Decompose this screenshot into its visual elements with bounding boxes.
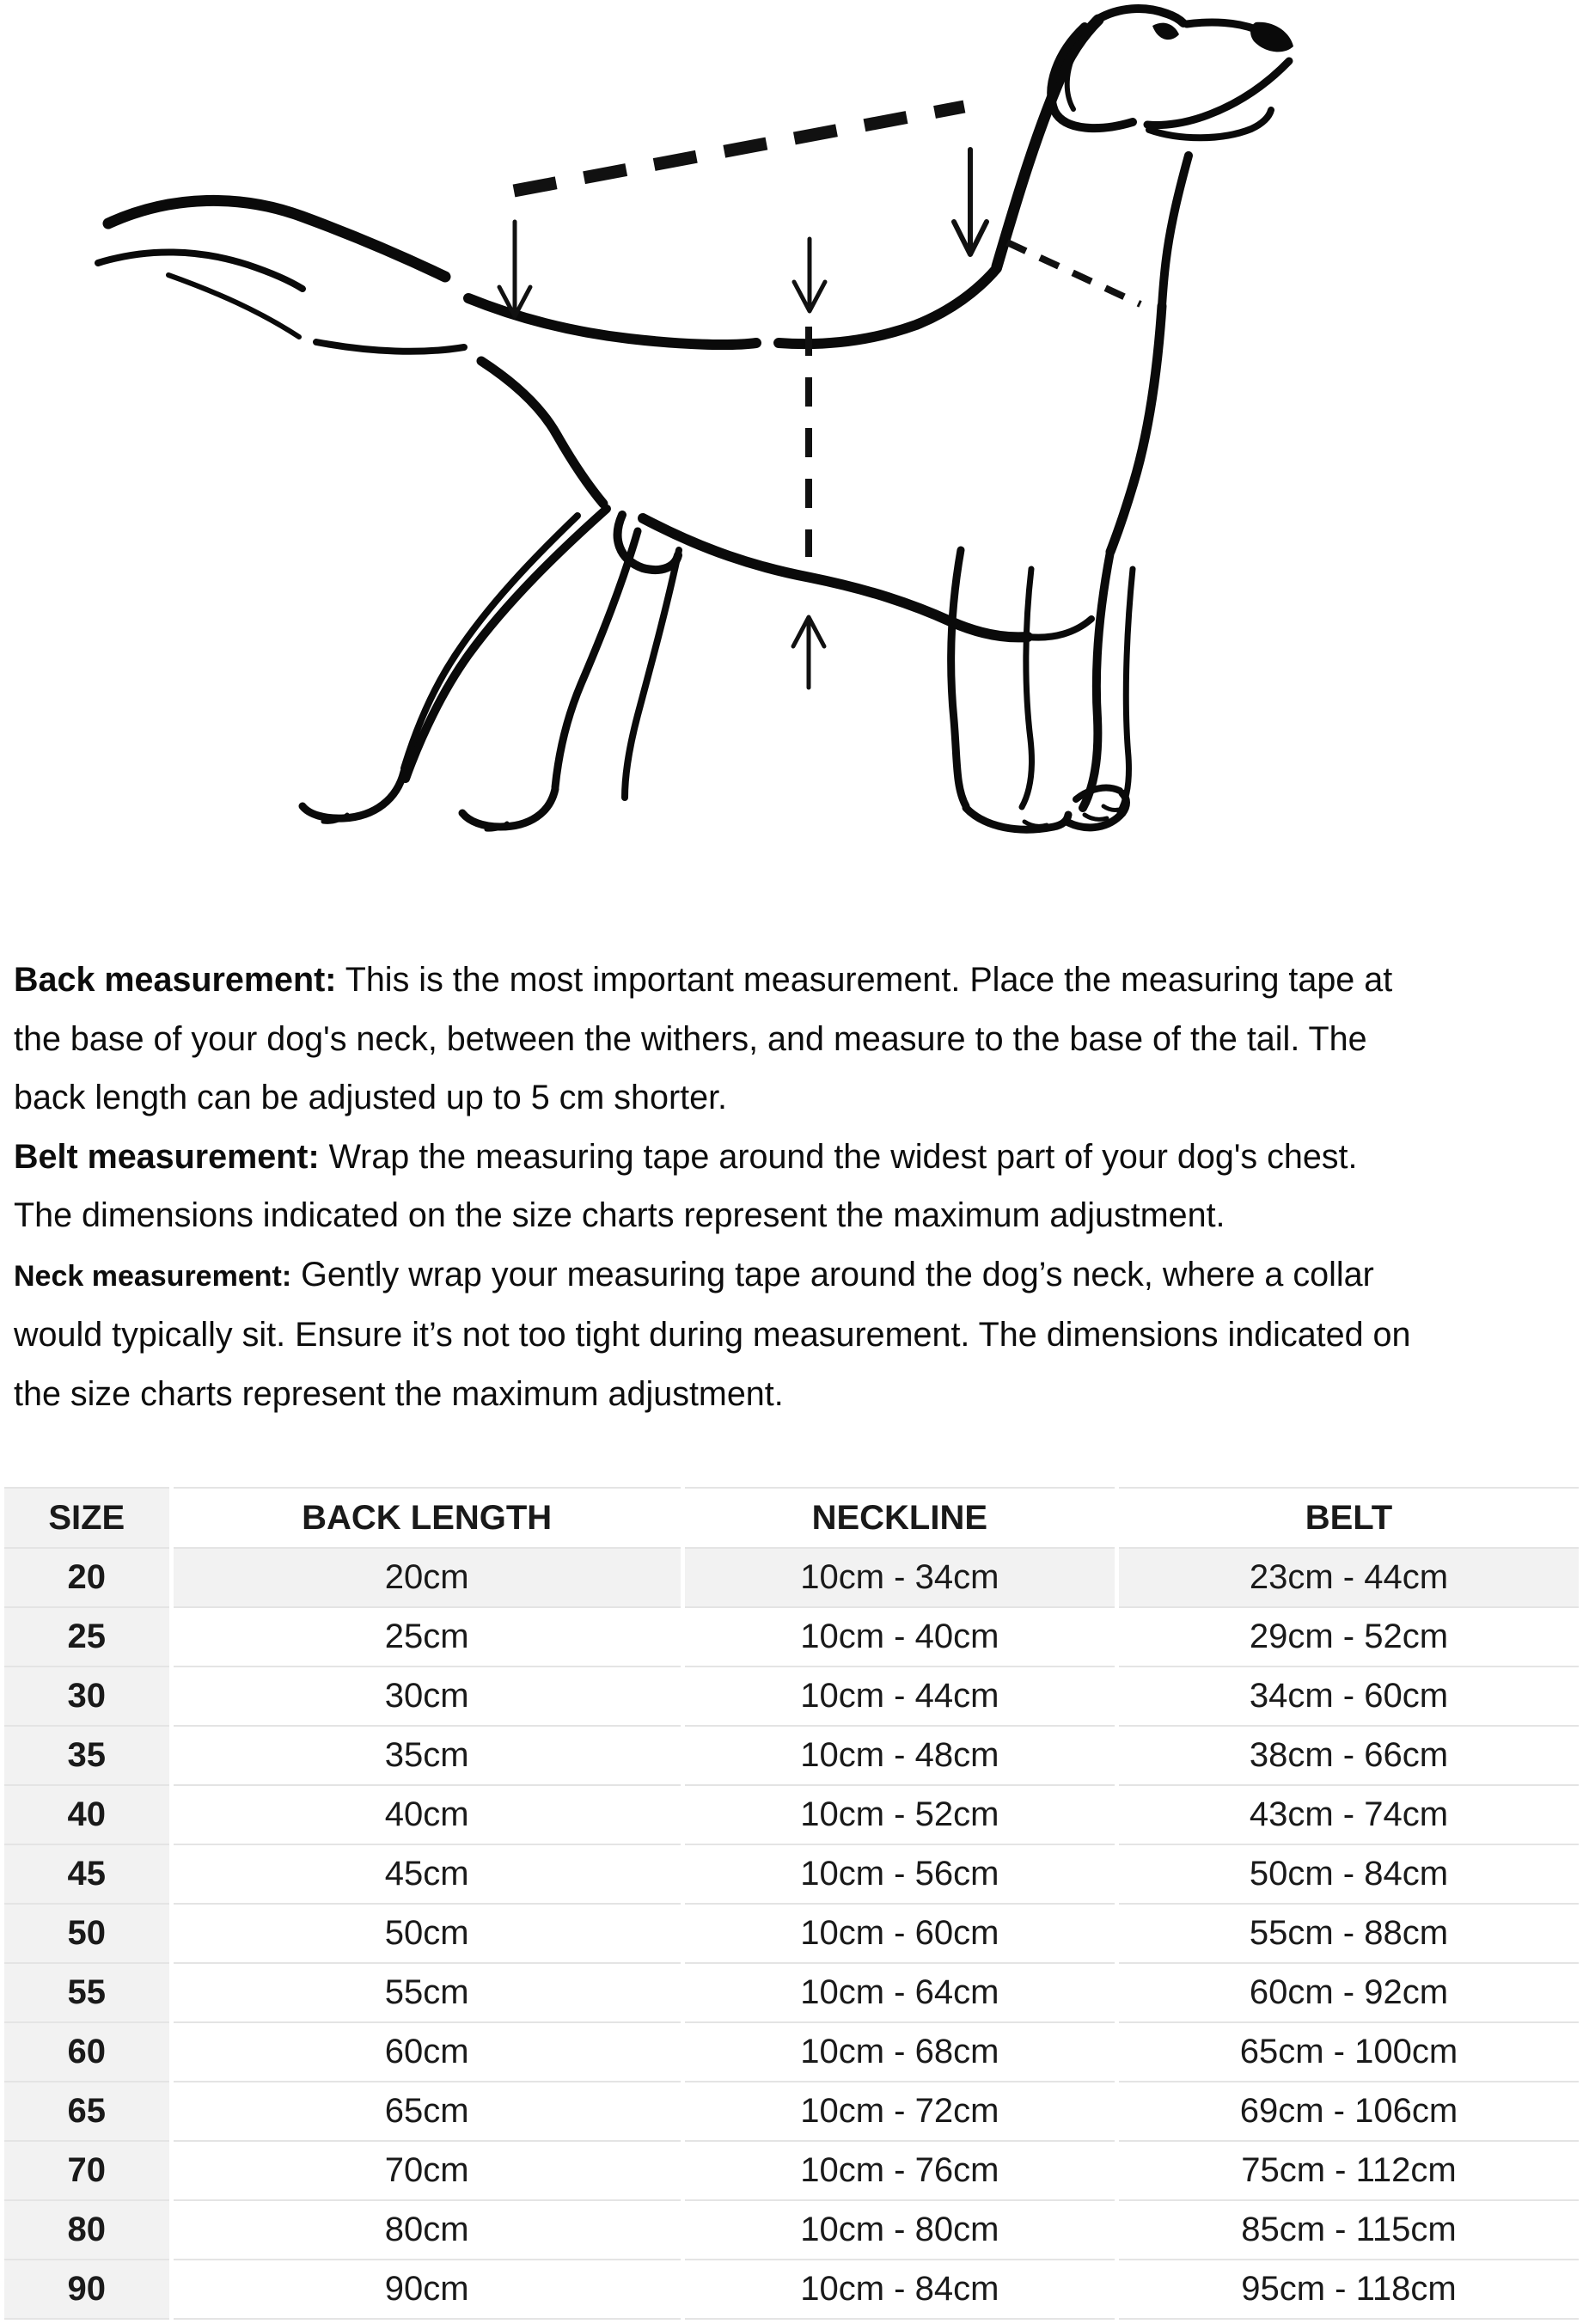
back-length-cell: 55cm: [171, 1963, 682, 2022]
neck-measurement-dashed-line: [1007, 242, 1140, 304]
belt-cell: 60cm - 92cm: [1116, 1963, 1580, 2022]
size-cell: 30: [3, 1667, 172, 1726]
size-cell: 20: [3, 1548, 172, 1607]
table-row: [3, 2200, 1581, 2260]
size-cell: 50: [3, 1904, 172, 1963]
belt-cell: 38cm - 66cm: [1116, 1726, 1580, 1785]
back-length-cell: 30cm: [171, 1667, 682, 1726]
size-chart-header-row: [3, 1488, 1581, 1548]
neckline-cell: 10cm - 64cm: [682, 1963, 1116, 2022]
back-length-cell: 20cm: [171, 1548, 682, 1607]
neckline-cell: 10cm - 40cm: [682, 1607, 1116, 1667]
belt-cell: 50cm - 84cm: [1116, 1844, 1580, 1904]
back-arrow-withers-icon: [954, 150, 987, 254]
neckline-cell: 10cm - 60cm: [682, 1904, 1116, 1963]
belt-cell: 23cm - 44cm: [1116, 1548, 1580, 1607]
back-measurement-dashed-line: [514, 107, 964, 191]
size-cell: 35: [3, 1726, 172, 1785]
dog-eye: [1152, 23, 1179, 40]
neck-measurement-text-line-2: would typically sit. Ensure it’s not too tight during measurement. The dimensions indicated on: [14, 1316, 1411, 1354]
neckline-cell: 10cm - 80cm: [682, 2200, 1116, 2260]
belt-cell: 29cm - 52cm: [1116, 1607, 1580, 1667]
belt-measurement-label: Belt measurement:: [14, 1137, 320, 1176]
back-arrow-middle-icon: [794, 239, 825, 311]
back-length-cell: 50cm: [171, 1904, 682, 1963]
back-length-cell: 40cm: [171, 1785, 682, 1844]
neckline-cell: 10cm - 48cm: [682, 1726, 1116, 1785]
table-row: [3, 1904, 1581, 1963]
back-length-cell: 25cm: [171, 1607, 682, 1667]
table-row: [3, 2141, 1581, 2200]
belt-cell: 85cm - 115cm: [1116, 2200, 1580, 2260]
back-length-cell: 70cm: [171, 2141, 682, 2200]
back-measurement-text-line-3: back length can be adjusted up to 5 cm shorter.: [14, 1079, 728, 1116]
dog-measurement-figure: [0, 0, 1583, 945]
neckline-cell: 10cm - 34cm: [682, 1548, 1116, 1607]
back-length-cell: 80cm: [171, 2200, 682, 2260]
back-length-cell: 90cm: [171, 2260, 682, 2319]
belt-cell: 75cm - 112cm: [1116, 2141, 1580, 2200]
back-length-cell: 45cm: [171, 1844, 682, 1904]
neckline-cell: 10cm - 72cm: [682, 2082, 1116, 2141]
dog-diagram-svg: [0, 0, 1583, 945]
neck-measurement-text-line-3: the size charts represent the maximum adjustment.: [14, 1374, 784, 1413]
size-cell: 65: [3, 2082, 172, 2141]
neck-measurement-paragraph: [14, 1245, 1569, 1424]
dog-outline: [98, 9, 1293, 829]
back-measurement-text-line-1: This is the most important measurement. Place the measuring tape at: [336, 961, 1393, 999]
header-neckline: NECKLINE: [682, 1488, 1116, 1548]
header-back-length: BACK LENGTH: [171, 1488, 682, 1548]
back-measurement-text-line-2: the base of your dog's neck, between the withers, and measure to the base of the tail. The: [14, 1019, 1367, 1058]
back-measurement-label: Back measurement:: [14, 961, 337, 999]
table-row: [3, 1607, 1581, 1667]
table-row: [3, 1785, 1581, 1844]
table-row: [3, 1667, 1581, 1726]
header-size: SIZE: [3, 1488, 172, 1548]
back-length-cell: 65cm: [171, 2082, 682, 2141]
size-chart-table: [0, 1487, 1583, 2320]
table-row: [3, 2082, 1581, 2141]
belt-arrow-up-icon: [793, 617, 824, 688]
size-cell: 25: [3, 1607, 172, 1667]
neck-measurement-text-line-1: Gently wrap your measuring tape around the dog’s neck, where a collar: [291, 1255, 1374, 1293]
table-row: [3, 1844, 1581, 1904]
belt-cell: 95cm - 118cm: [1116, 2260, 1580, 2319]
table-row: [3, 1548, 1581, 1607]
neckline-cell: 10cm - 44cm: [682, 1667, 1116, 1726]
table-row: [3, 1726, 1581, 1785]
size-chart-body: [3, 1548, 1581, 2319]
back-measurement-paragraph: [14, 951, 1569, 1128]
back-arrow-left-icon: [499, 222, 530, 316]
belt-cell: 43cm - 74cm: [1116, 1785, 1580, 1844]
back-length-cell: 35cm: [171, 1726, 682, 1785]
back-length-cell: 60cm: [171, 2022, 682, 2082]
neckline-cell: 10cm - 84cm: [682, 2260, 1116, 2319]
neckline-cell: 10cm - 52cm: [682, 1785, 1116, 1844]
belt-measurement-text-line-2: The dimensions indicated on the size charts represent the maximum adjustment.: [14, 1196, 1225, 1234]
size-cell: 80: [3, 2200, 172, 2260]
neckline-cell: 10cm - 56cm: [682, 1844, 1116, 1904]
belt-cell: 34cm - 60cm: [1116, 1667, 1580, 1726]
table-row: [3, 2260, 1581, 2319]
neckline-cell: 10cm - 68cm: [682, 2022, 1116, 2082]
size-cell: 40: [3, 1785, 172, 1844]
size-cell: 55: [3, 1963, 172, 2022]
size-cell: 70: [3, 2141, 172, 2200]
size-cell: 60: [3, 2022, 172, 2082]
header-belt: BELT: [1116, 1488, 1580, 1548]
size-cell: 45: [3, 1844, 172, 1904]
belt-cell: 55cm - 88cm: [1116, 1904, 1580, 1963]
neck-measurement-label: Neck measurement:: [14, 1259, 292, 1293]
table-row: [3, 1963, 1581, 2022]
table-row: [3, 2022, 1581, 2082]
neckline-cell: 10cm - 76cm: [682, 2141, 1116, 2200]
belt-measurement-text-line-1: Wrap the measuring tape around the widest part of your dog's chest.: [319, 1137, 1358, 1176]
belt-measurement-paragraph: [14, 1128, 1569, 1245]
measurement-instructions: [0, 945, 1583, 1423]
belt-cell: 65cm - 100cm: [1116, 2022, 1580, 2082]
belt-cell: 69cm - 106cm: [1116, 2082, 1580, 2141]
size-cell: 90: [3, 2260, 172, 2319]
